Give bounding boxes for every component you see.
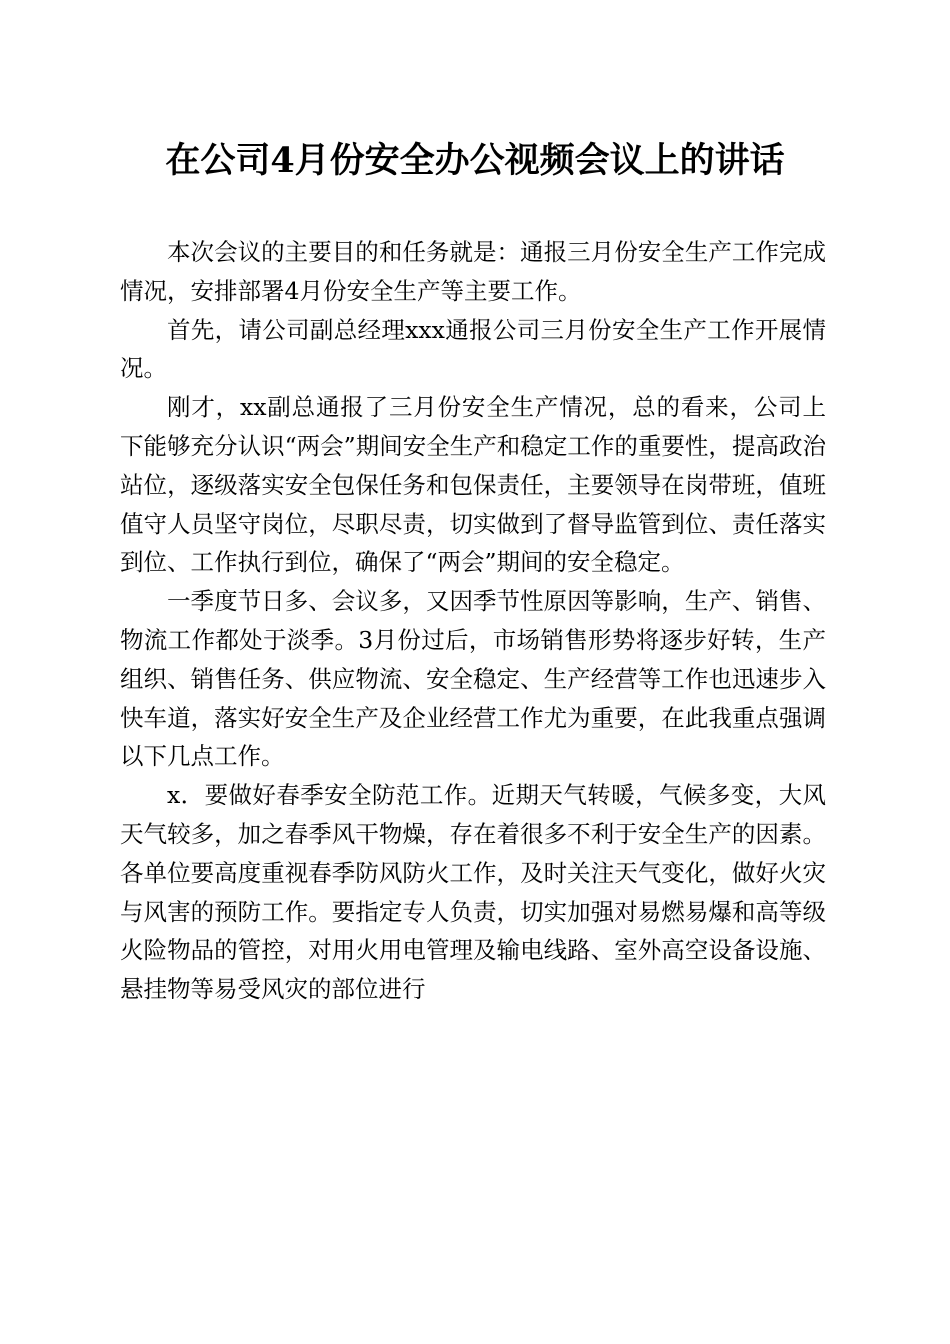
paragraph: 本次会议的主要目的和任务就是：通报三月份安全生产工作完成情况，安排部署4月份安全生产等主要工作。 [120,238,826,305]
paragraph: 刚才，xx副总通报了三月份安全生产情况，总的看来，公司上下能够充分认识“两会”期间安全生产和稳定工作的重要性，提高政治站位，逐级落实安全包保任务和包保责任，主要领导在岗带班，值班值守人员坚守岗位，尽职尽责，切实做到了督导监管到位、责任落实到位、工作执行到位，确保了“两会”期间的安全稳定。 [120,393,826,577]
document-body [120,233,826,1009]
paragraph: x．要做好春季安全防范工作。近期天气转暖，气候多变，大风天气较多，加之春季风干物燥，存在着很多不利于安全生产的因素。各单位要高度重视春季防风防火工作，及时关注天气变化，做好火灾与风害的预防工作。要指定专人负责，切实加强对易燃易爆和高等级火险物品的管控，对用火用电管理及输电线路、室外高空设备设施、悬挂物等易受风灾的部位进行 [120,781,826,1004]
paragraph: 一季度节日多、会议多，又因季节性原因等影响，生产、销售、物流工作都处于淡季。3月份过后，市场销售形势将逐步好转，生产组织、销售任务、供应物流、安全稳定、生产经营等工作也迅速步入快车道，落实好安全生产及企业经营工作尤为重要，在此我重点强调以下几点工作。 [120,587,826,771]
paragraph: 首先，请公司副总经理xxx通报公司三月份安全生产工作开展情况。 [120,315,826,383]
document-title: 在公司4月份安全办公视频会议上的讲话 [165,140,785,181]
